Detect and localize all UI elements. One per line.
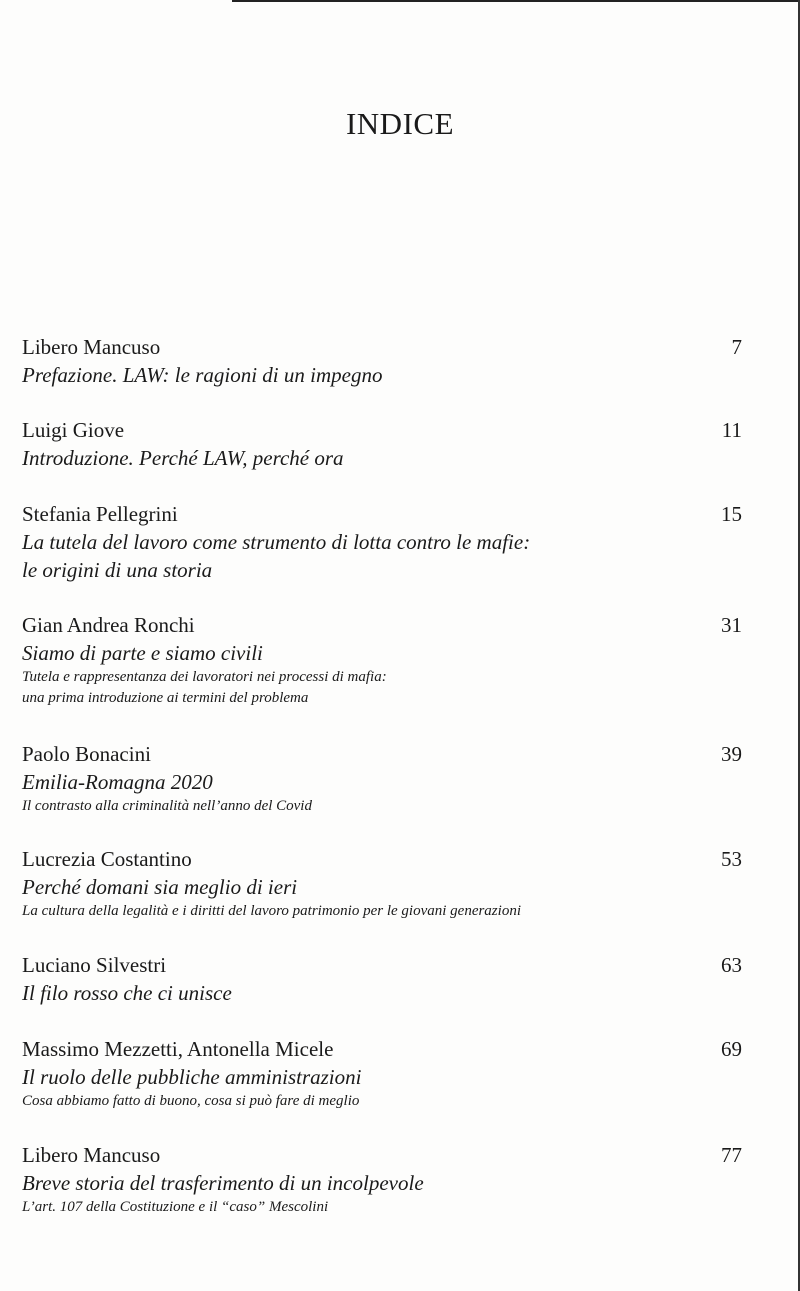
entry-title: Breve storia del trasferimento di un incolpevole — [22, 1171, 424, 1195]
toc-entry — [22, 951, 748, 1007]
toc-entry — [22, 1035, 748, 1112]
toc-entry — [22, 845, 748, 922]
entry-author: Libero Mancuso — [22, 1143, 161, 1167]
entry-page-number: 7 — [731, 335, 742, 359]
toc-entry — [22, 611, 748, 709]
entry-page-number: 31 — [721, 613, 742, 637]
entry-author: Luciano Silvestri — [22, 953, 167, 977]
entry-page-number: 11 — [721, 418, 742, 442]
entry-title: Il filo rosso che ci unisce — [22, 981, 232, 1005]
toc-entry — [22, 1141, 748, 1218]
entry-page-number: 77 — [721, 1143, 742, 1167]
entry-page-number: 53 — [721, 847, 742, 871]
entry-author: Luigi Giove — [22, 418, 125, 442]
toc-entry — [22, 416, 748, 472]
entry-subtitle-line-2: una prima introduzione ai termini del problema — [22, 690, 309, 706]
entry-title: La tutela del lavoro come strumento di lotta contro le mafie: — [22, 530, 531, 554]
toc-entry — [22, 333, 748, 389]
entry-title: Prefazione. LAW: le ragioni di un impegno — [22, 363, 383, 387]
entry-page-number: 63 — [721, 953, 742, 977]
entry-subtitle: La cultura della legalità e i diritti del lavoro patrimonio per le giovani generazioni — [22, 903, 521, 919]
entry-author: Stefania Pellegrini — [22, 502, 178, 526]
entry-title: Emilia-Romagna 2020 — [22, 770, 213, 794]
entry-subtitle: L’art. 107 della Costituzione e il “caso” Mescolini — [22, 1199, 329, 1215]
toc-entry — [22, 740, 748, 817]
entry-page-number: 39 — [721, 742, 742, 766]
page-title: INDICE — [345, 106, 455, 141]
entry-page-number: 15 — [721, 502, 742, 526]
entry-title: Introduzione. Perché LAW, perché ora — [22, 446, 344, 470]
entry-subtitle: Tutela e rappresentanza dei lavoratori nei processi di mafia: — [22, 669, 387, 685]
entry-subtitle: Il contrasto alla criminalità nell’anno del Covid — [22, 798, 312, 814]
entry-author: Paolo Bonacini — [22, 742, 151, 766]
entry-page-number: 69 — [721, 1037, 742, 1061]
entry-author: Massimo Mezzetti, Antonella Micele — [22, 1037, 334, 1061]
top-border-line — [232, 0, 800, 2]
entry-title: Siamo di parte e siamo civili — [22, 641, 263, 665]
entry-author: Libero Mancuso — [22, 335, 161, 359]
entry-subtitle: Cosa abbiamo fatto di buono, cosa si può fare di meglio — [22, 1093, 360, 1109]
toc-entry — [22, 500, 748, 584]
entry-author: Lucrezia Costantino — [22, 847, 192, 871]
entry-title: Perché domani sia meglio di ieri — [22, 875, 298, 899]
entry-author: Gian Andrea Ronchi — [22, 613, 195, 637]
entry-title-line-2: le origini di una storia — [22, 558, 213, 582]
entry-title: Il ruolo delle pubbliche amministrazioni — [22, 1065, 362, 1089]
